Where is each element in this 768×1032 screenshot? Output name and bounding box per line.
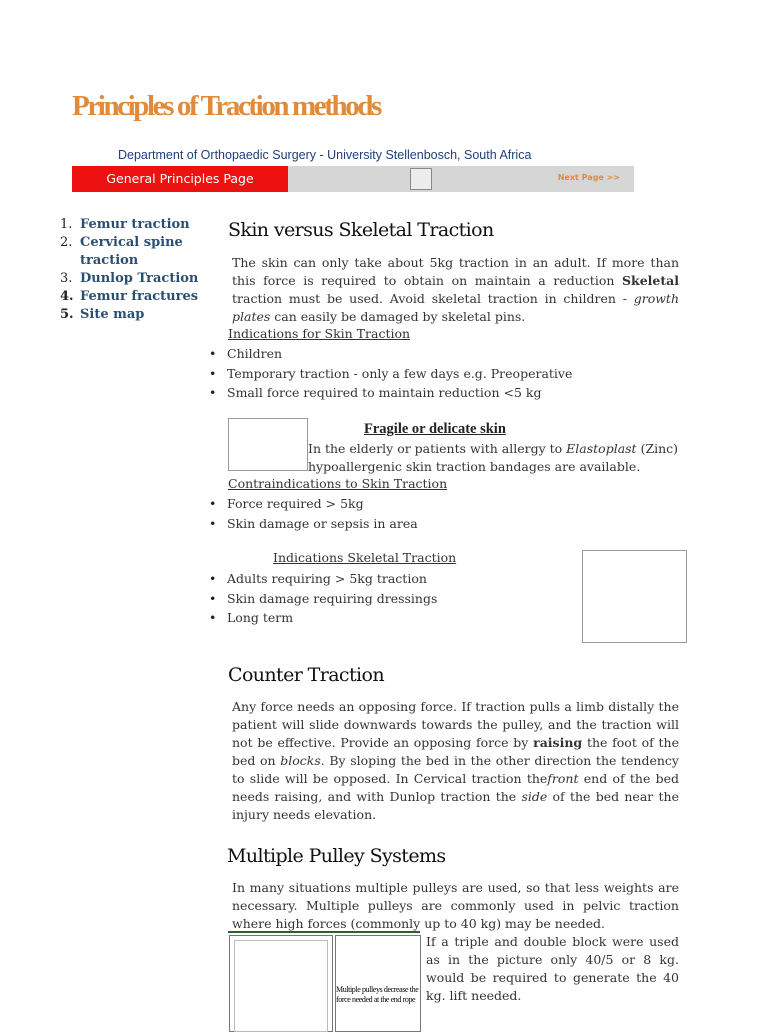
skin-text: can easily be damaged by skeletal pins.: [270, 309, 526, 324]
skin-text: traction must be used. Avoid skeletal traction in children -: [232, 291, 634, 306]
list-item: • Small force required to maintain reduction <5 kg: [207, 383, 572, 403]
counter-text: . By sloping the bed in the other direction the tendency to slide will be opposed. In Cervical traction the: [232, 753, 679, 786]
indications-skeletal-heading: Indications Skeletal Traction: [273, 550, 457, 565]
list-item: • Temporary traction - only a few days e.g. Preoperative: [207, 364, 572, 384]
growth-plates-italic: growth plates: [232, 291, 679, 324]
contraindications-list: [207, 494, 418, 533]
sidebar-item-site-map: [60, 306, 210, 324]
contraindications-heading: Contraindications to Skin Traction: [228, 476, 448, 491]
pulley-paragraph: In many situations multiple pulleys are used, so that less weights are necessary. Multiple pulleys are commonly used in pelvic traction where high forces (commonly up to 40 kg) may be needed.: [232, 880, 679, 931]
list-item: • Skin damage requiring dressings: [207, 589, 437, 609]
nav-image-placeholder: [410, 168, 432, 190]
side-italic: side: [521, 789, 548, 804]
list-number: 2.: [60, 235, 73, 250]
counter-text: end of the bed needs raising, and with Dunlop traction the: [232, 771, 679, 804]
list-number: 1.: [60, 217, 73, 232]
skeletal-bold: Skeletal: [622, 273, 679, 288]
counter-text: Any force needs an opposing force. If traction pulls a limb distally the patient will slide downwards towards the pulley, and the traction will not be effective. Provide an opposing force by: [232, 699, 679, 750]
sidebar-link-cervical-spine[interactable]: Cervical spine traction: [80, 235, 183, 268]
pulley-image-right: [335, 935, 421, 1032]
skeletal-traction-image: [582, 550, 687, 643]
counter-text: of the bed near the injury needs elevation.: [232, 789, 679, 822]
elastoplast-italic: Elastoplast: [566, 441, 637, 456]
nav-bar: [72, 166, 634, 192]
sidebar-link-dunlop[interactable]: Dunlop Traction: [80, 271, 199, 286]
section-heading-skin-vs-skeletal: Skin versus Skeletal Traction: [228, 219, 494, 241]
sidebar-link-femur-fractures[interactable]: Femur fractures: [80, 289, 199, 304]
section-heading-multiple-pulley: Multiple Pulley Systems: [227, 845, 446, 867]
list-item: • Skin damage or sepsis in area: [207, 514, 418, 534]
sidebar-item-cervical-spine: [60, 234, 210, 270]
fragile-skin-heading: Fragile or delicate skin: [364, 421, 506, 437]
list-item: • Adults requiring > 5kg traction: [207, 569, 437, 589]
skin-text: The skin can only take about 5kg traction in an adult. If more than this force is required to obtain on maintain a reduction: [232, 255, 679, 288]
page-title: Principles of Traction methods: [72, 90, 380, 122]
skin-traction-image: [228, 418, 308, 471]
counter-text: the foot of the bed on: [232, 735, 679, 768]
sidebar-nav: [60, 216, 210, 324]
next-page-link[interactable]: Next Page >>: [557, 173, 620, 182]
sidebar-link-site-map[interactable]: Site map: [80, 307, 145, 322]
front-italic: front: [547, 771, 579, 786]
fragile-skin-paragraph: [308, 440, 680, 476]
raising-bold: raising: [533, 735, 583, 750]
pulley-calculation-paragraph: If a triple and double block were used as in the picture only 40/5 or 8 kg. would be required to generate the 40 kg. lift needed.: [426, 934, 679, 1003]
list-number: 4.: [60, 289, 74, 304]
fragile-text: In the elderly or patients with allergy to: [308, 441, 567, 456]
list-number: 5.: [60, 307, 74, 322]
indications-skin-heading: Indications for Skin Traction: [228, 326, 411, 341]
list-number: 3.: [60, 271, 73, 286]
department-subtitle: Department of Orthopaedic Surgery - University Stellenbosch, South Africa: [118, 148, 532, 162]
fragile-text: (Zinc) hypoallergenic skin traction bandages are available.: [308, 441, 679, 474]
list-item: • Force required > 5kg: [207, 494, 418, 514]
counter-traction-paragraph: [232, 698, 679, 824]
pulley-image-caption: Multiple pulleys decrease the force needed at the end rope: [336, 985, 419, 1004]
image-top-rule: [228, 931, 420, 933]
sidebar-item-femur-fractures: [60, 288, 210, 306]
sidebar-item-femur-traction: [60, 216, 210, 234]
sidebar-item-dunlop: [60, 270, 210, 288]
indications-skin-list: [207, 344, 572, 403]
pulley-image-inner: [234, 940, 328, 1032]
general-principles-link[interactable]: General Principles Page: [72, 166, 288, 192]
indications-skeletal-list: [207, 569, 437, 628]
sidebar-link-femur-traction[interactable]: Femur traction: [80, 217, 190, 232]
list-item: • Children: [207, 344, 572, 364]
list-item: • Long term: [207, 608, 437, 628]
skin-intro-paragraph: [232, 254, 679, 326]
blocks-italic: blocks: [280, 753, 321, 768]
section-heading-counter-traction: Counter Traction: [228, 664, 384, 686]
